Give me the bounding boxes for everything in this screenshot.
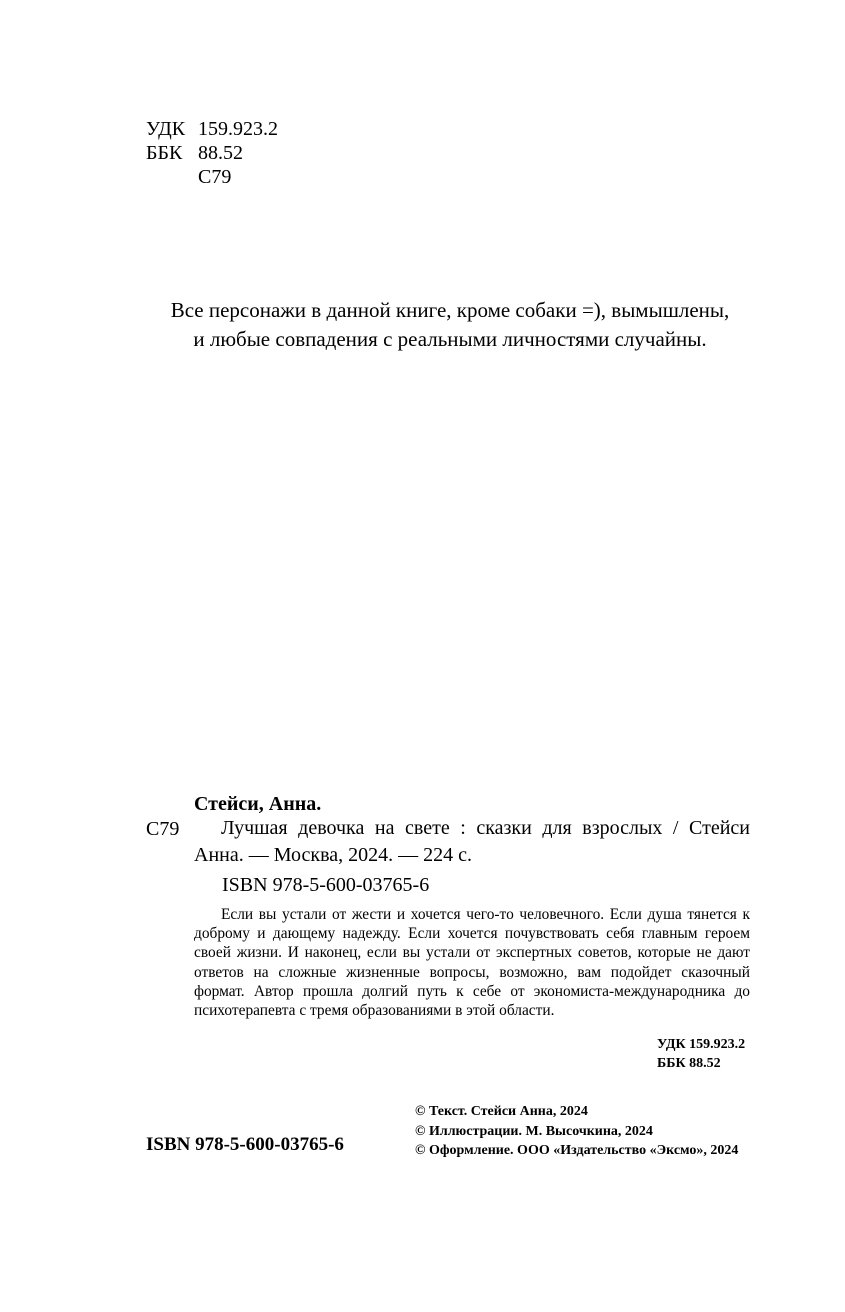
udk-label: УДК: [146, 118, 186, 140]
bbk-label: ББК: [146, 142, 183, 164]
disclaimer-line-1: Все персонажи в данной книге, кроме собаки =), вымышлены,: [170, 298, 730, 322]
classification-udk: УДК 159.923.2: [657, 1037, 746, 1052]
classification-block: [657, 1035, 745, 1073]
annotation: Если вы устали от жести и хочется чего-то человечного. Если душа тянется к доброму и дающему надежду. Если хочется почувствовать себя главным героем своей жизни. И наконец, если вы устали от экспертных советов, которые не дают ответов на сложные жизненные вопросы, возможно, вам подойдет сказочный формат. Автор прошла долгий путь к себе от экономиста-международника до психотерапевта с тремя образованиями в этой области.: [194, 906, 750, 1020]
author-mark: С79: [146, 818, 180, 840]
copyright-text: © Текст. Стейси Анна, 2024: [415, 1104, 588, 1119]
author-heading: Стейси, Анна.: [194, 793, 322, 815]
bbk-value: 88.52: [198, 142, 243, 164]
disclaimer: [120, 296, 780, 354]
classification-bbk: ББК 88.52: [657, 1056, 721, 1071]
isbn-footer: ISBN 978-5-600-03765-6: [146, 1134, 344, 1155]
copyright-block: [415, 1102, 738, 1161]
isbn-record: ISBN 978-5-600-03765-6: [222, 874, 430, 896]
copyright-illustrations: © Иллюстрации. М. Высочкина, 2024: [415, 1123, 653, 1139]
disclaimer-line-2: и любые совпадения с реальными личностями случайны.: [193, 327, 707, 351]
udk-value: 159.923.2: [198, 118, 278, 140]
title-description: Лучшая девочка на свете : сказки для взрослых / Стейси Анна. — Москва, 2024. — 224 с.: [194, 817, 750, 866]
copyright-design: © Оформление. ООО «Издательство «Эксмо», 2024: [415, 1143, 739, 1158]
author-mark-top: С79: [198, 166, 232, 188]
